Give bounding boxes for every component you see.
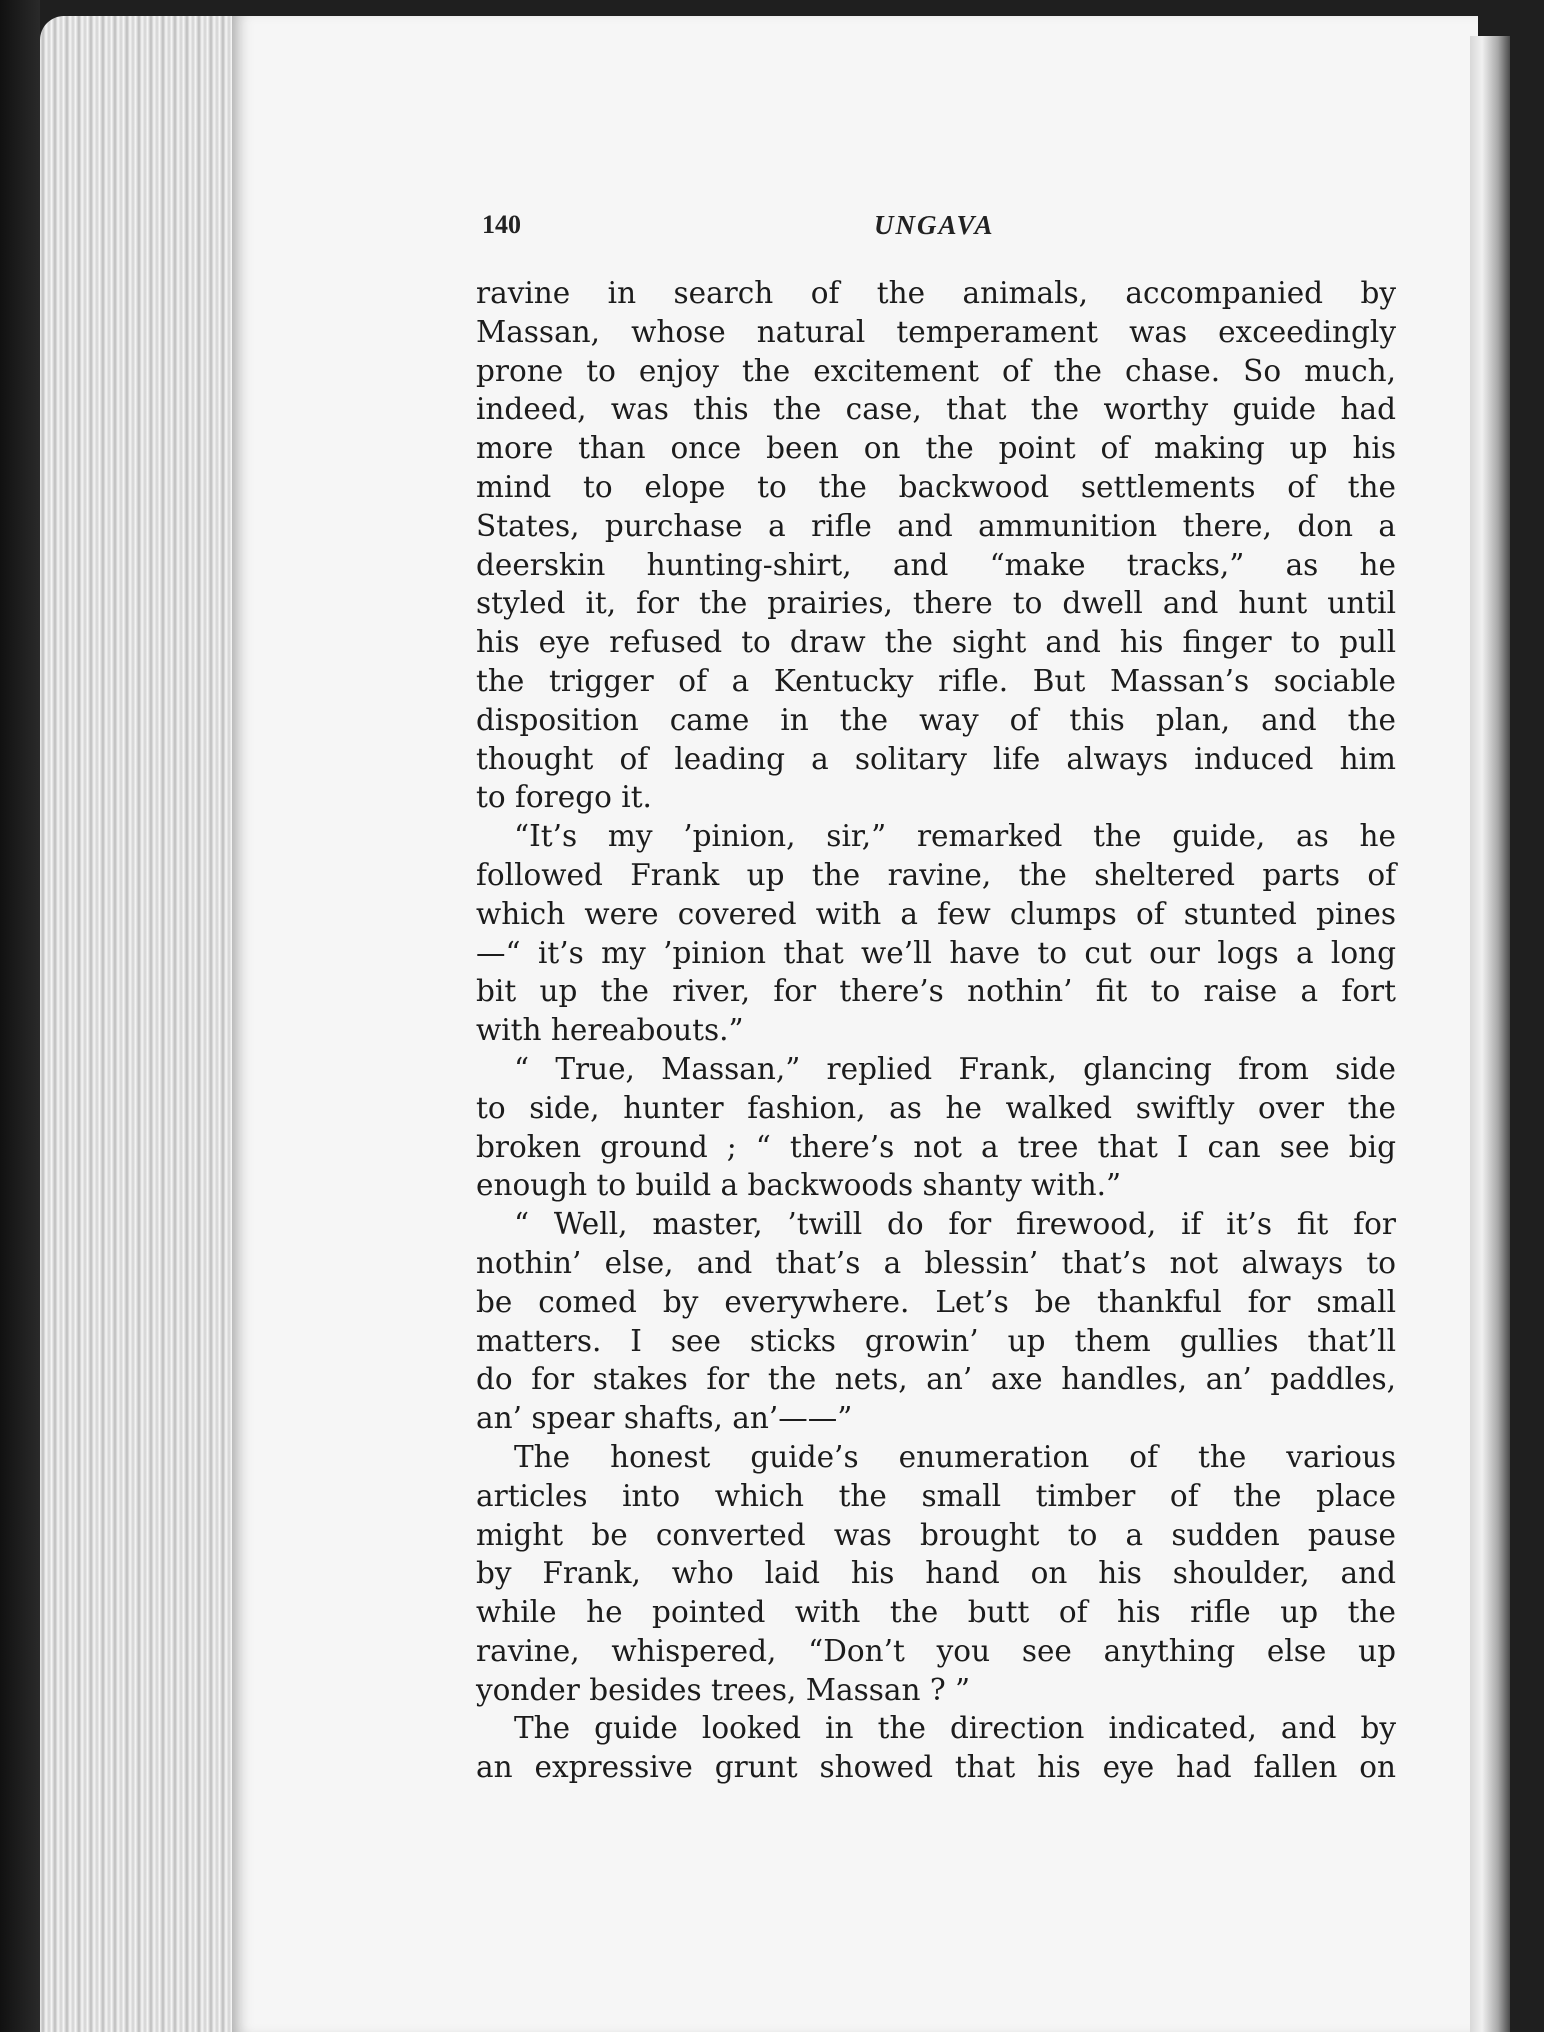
text-line: to forego it.: [476, 780, 652, 815]
text-line: matters. I see sticks growin’ up them gullies that’ll: [476, 1323, 1396, 1358]
text-line: with hereabouts.”: [476, 1013, 744, 1048]
text-line: indeed, was this the case, that the worthy guide had: [476, 392, 1396, 427]
body-text: [476, 274, 1396, 1787]
text-line: The honest guide’s enumeration of the various: [514, 1439, 1396, 1474]
text-line: bit up the river, for there’s nothin’ fit to raise a fort: [476, 974, 1396, 1009]
text-line: his eye refused to draw the sight and his finger to pull: [476, 625, 1396, 660]
text-line: ravine in search of the animals, accompanied by: [476, 276, 1396, 310]
text-line: by Frank, who laid his hand on his shoulder, and: [476, 1556, 1396, 1591]
text-line: to side, hunter fashion, as he walked swiftly over the: [476, 1090, 1396, 1125]
page-number: 140: [482, 210, 521, 239]
text-line: Massan, whose natural temperament was exceedingly: [476, 314, 1396, 349]
text-line: “ True, Massan,” replied Frank, glancing from side: [514, 1051, 1396, 1086]
text-line: The guide looked in the direction indicated, and by: [514, 1711, 1396, 1746]
text-line: mind to elope to the backwood settlements of the: [476, 469, 1396, 504]
text-line: prone to enjoy the excitement of the chase. So much,: [476, 353, 1396, 388]
book-spine-gutter: [1470, 36, 1510, 2032]
text-line: deerskin hunting-shirt, and “make tracks,” as he: [476, 547, 1396, 582]
text-line: States, purchase a rifle and ammunition there, don a: [476, 508, 1396, 543]
text-line: an expressive grunt showed that his eye had fallen on: [476, 1750, 1396, 1785]
text-line: more than once been on the point of making up his: [476, 431, 1396, 466]
scan-background-edge: [0, 0, 40, 2032]
text-line: an’ spear shafts, an’——”: [476, 1401, 853, 1436]
running-title: UNGAVA: [874, 210, 995, 240]
text-line: yonder besides trees, Massan ? ”: [476, 1672, 971, 1707]
text-line: disposition came in the way of this plan, and the: [476, 702, 1396, 737]
text-line: styled it, for the prairies, there to dwell and hunt until: [476, 586, 1396, 621]
text-line: followed Frank up the ravine, the sheltered parts of: [476, 857, 1396, 892]
text-line: thought of leading a solitary life always induced him: [476, 741, 1396, 776]
text-line: enough to build a backwoods shanty with.”: [476, 1168, 1122, 1203]
running-head: [482, 210, 1022, 250]
text-line: articles into which the small timber of the place: [476, 1478, 1396, 1513]
text-line: ravine, whispered, “Don’t you see anything else up: [476, 1633, 1396, 1668]
text-line: broken ground ; “ there’s not a tree that I can see big: [476, 1129, 1396, 1164]
book-page-edges: [40, 16, 246, 2032]
text-line: do for stakes for the nets, an’ axe handles, an’ paddles,: [476, 1362, 1396, 1397]
text-line: might be converted was brought to a sudden pause: [476, 1517, 1396, 1552]
text-line: —“ it’s my ’pinion that we’ll have to cut our logs a long: [476, 935, 1396, 970]
text-line: “ Well, master, ’twill do for firewood, if it’s fit for: [514, 1207, 1396, 1242]
text-line: nothin’ else, and that’s a blessin’ that’s not always to: [476, 1245, 1396, 1280]
text-line: while he pointed with the butt of his rifle up the: [476, 1595, 1396, 1630]
text-line: be comed by everywhere. Let’s be thankful for small: [476, 1284, 1396, 1319]
text-line: “It’s my ’pinion, sir,” remarked the guide, as he: [514, 819, 1396, 854]
text-line: the trigger of a Kentucky rifle. But Massan’s sociable: [476, 663, 1396, 698]
text-line: which were covered with a few clumps of stunted pines: [476, 896, 1396, 931]
